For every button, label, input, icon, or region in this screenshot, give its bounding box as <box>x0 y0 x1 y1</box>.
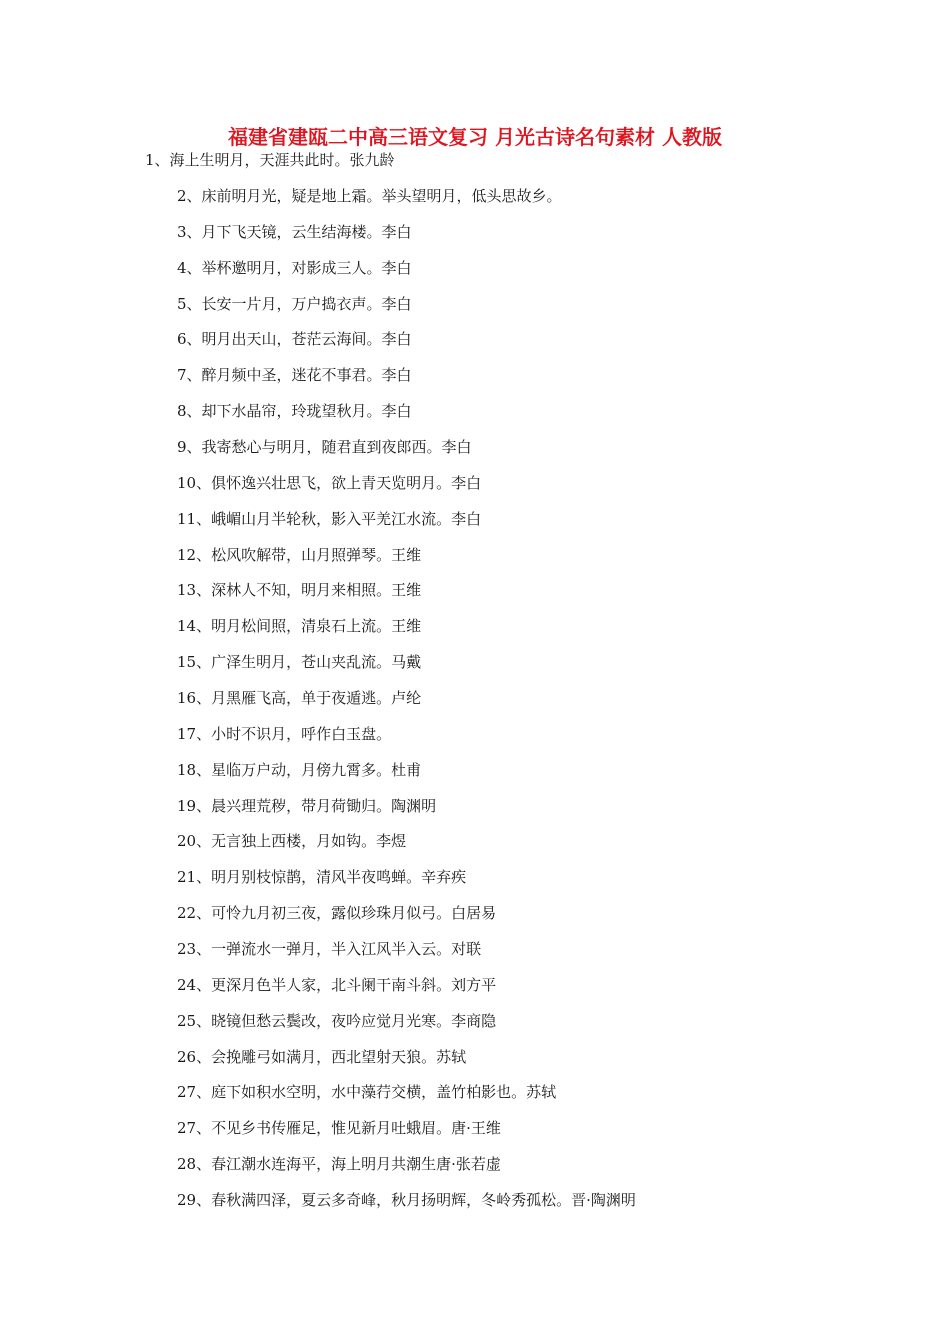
poem-line: 24、更深月色半人家，北斗阑干南斗斜。刘方平 <box>177 975 497 994</box>
poem-line: 6、明月出天山，苍茫云海间。李白 <box>177 330 412 349</box>
poem-line: 18、星临万户动，月傍九霄多。杜甫 <box>177 760 422 779</box>
poem-line: 10、俱怀逸兴壮思飞，欲上青天览明月。李白 <box>177 473 482 492</box>
poem-line: 11、峨嵋山月半轮秋，影入平羌江水流。李白 <box>177 509 482 528</box>
poem-line: 23、一弹流水一弹月，半入江风半入云。对联 <box>177 940 482 959</box>
poem-line: 22、可怜九月初三夜，露似珍珠月似弓。白居易 <box>177 904 497 923</box>
document-title: 福建省建瓯二中高三语文复习 月光古诗名句素材 人教版 <box>228 125 722 149</box>
poem-line: 9、我寄愁心与明月，随君直到夜郎西。李白 <box>177 438 472 457</box>
poem-line: 16、月黑雁飞高，单于夜遁逃。卢纶 <box>177 689 422 708</box>
poem-line: 27、庭下如积水空明，水中藻荇交横，盖竹柏影也。苏轼 <box>177 1083 557 1102</box>
poem-line: 2、床前明月光，疑是地上霜。举头望明月，低头思故乡。 <box>177 187 562 205</box>
poem-line: 12、松风吹解带，山月照弹琴。王维 <box>177 545 422 564</box>
poem-line <box>177 1224 636 1260</box>
poem-line: 25、晓镜但愁云鬓改，夜吟应觉月光寒。李商隐 <box>177 1011 497 1030</box>
poem-line: 19、晨兴理荒秽，带月荷锄归。陶渊明 <box>177 796 437 815</box>
poem-line: 14、明月松间照，清泉石上流。王维 <box>177 617 422 636</box>
poem-line: 20、无言独上西楼，月如钩。李煜 <box>177 832 407 851</box>
poem-line: 28、春江潮水连海平，海上明月共潮生唐·张若虚 <box>177 1155 501 1174</box>
poem-line: 5、长安一片月，万户捣衣声。李白 <box>177 294 412 313</box>
poem-line: 29、春秋满四泽，夏云多奇峰，秋月扬明辉，冬岭秀孤松。晋·陶渊明 <box>177 1191 636 1210</box>
poem-line: 8、却下水晶帘，玲珑望秋月。李白 <box>177 402 412 421</box>
poem-line: 17、小时不识月，呼作白玉盘。 <box>177 724 392 743</box>
poem-line: 27、不见乡书传雁足，惟见新月吐蛾眉。唐·王维 <box>177 1119 501 1138</box>
poem-line: 1、海上生明月，天涯共此时。张九龄 <box>145 151 395 169</box>
poem-line: 4、举杯邀明月，对影成三人。李白 <box>177 258 412 277</box>
poem-line: 15、广泽生明月，苍山夹乱流。马戴 <box>177 653 422 672</box>
poem-line: 3、月下飞天镜，云生结海楼。李白 <box>177 222 412 241</box>
poem-line: 21、明月别枝惊鹊，清风半夜鸣蝉。辛弃疾 <box>177 868 467 887</box>
poem-line-list <box>177 184 636 1260</box>
poem-line: 26、会挽雕弓如满月，西北望射天狼。苏轼 <box>177 1047 467 1066</box>
poem-line: 7、醉月频中圣，迷花不事君。李白 <box>177 366 412 385</box>
poem-line: 13、深林人不知，明月来相照。王维 <box>177 581 422 600</box>
